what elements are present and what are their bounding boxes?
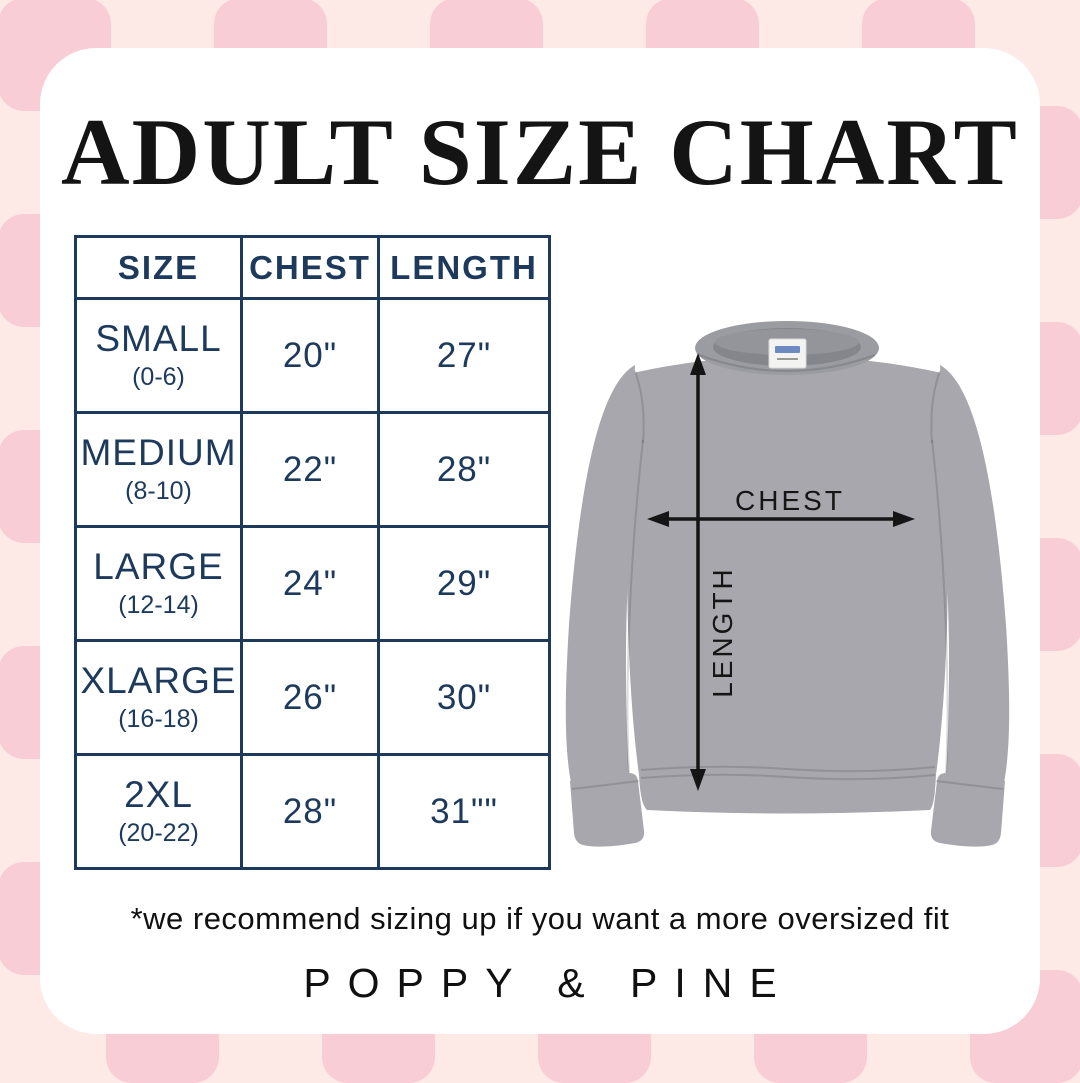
length-cell: 28" — [379, 413, 550, 527]
header-chest: CHEST — [242, 237, 379, 299]
size-range: (12-14) — [118, 590, 199, 619]
table-row — [76, 299, 550, 413]
table-row — [76, 641, 550, 755]
sweatshirt-body — [627, 356, 948, 814]
footnote: *we recommend sizing up if you want a more oversized fit — [130, 901, 950, 936]
sweatshirt-diagram — [555, 315, 1020, 860]
size-range: (8-10) — [125, 476, 192, 505]
size-range: (20-22) — [118, 818, 199, 847]
length-cell: 31"" — [379, 755, 550, 869]
size-label: SMALL — [95, 318, 222, 360]
size-cell — [76, 641, 242, 755]
size-cell — [76, 755, 242, 869]
header-size: SIZE — [76, 237, 242, 299]
size-range: (16-18) — [118, 704, 199, 733]
size-chart-card — [40, 48, 1040, 1034]
neck-tag — [769, 339, 806, 368]
length-label: LENGTH — [707, 566, 738, 698]
length-cell: 27" — [379, 299, 550, 413]
size-range: (0-6) — [132, 362, 185, 391]
header-length: LENGTH — [379, 237, 550, 299]
size-label: 2XL — [124, 774, 193, 816]
size-label: MEDIUM — [80, 432, 237, 474]
chest-cell: 20" — [242, 299, 379, 413]
chest-cell: 22" — [242, 413, 379, 527]
chest-cell: 24" — [242, 527, 379, 641]
table-row — [76, 413, 550, 527]
size-cell — [76, 299, 242, 413]
brand-name: POPPY & PINE — [303, 960, 794, 1006]
chest-label: CHEST — [735, 485, 845, 516]
table-header-row — [76, 237, 550, 299]
sweatshirt-illustration — [555, 315, 1020, 860]
size-label: LARGE — [93, 546, 224, 588]
page-title: ADULT SIZE CHART — [61, 99, 1019, 205]
length-cell: 30" — [379, 641, 550, 755]
chest-cell: 26" — [242, 641, 379, 755]
length-cell: 29" — [379, 527, 550, 641]
size-table — [74, 235, 551, 870]
size-label: XLARGE — [80, 660, 237, 702]
table-row — [76, 527, 550, 641]
size-cell — [76, 527, 242, 641]
table-row — [76, 755, 550, 869]
chest-cell: 28" — [242, 755, 379, 869]
size-cell — [76, 413, 242, 527]
